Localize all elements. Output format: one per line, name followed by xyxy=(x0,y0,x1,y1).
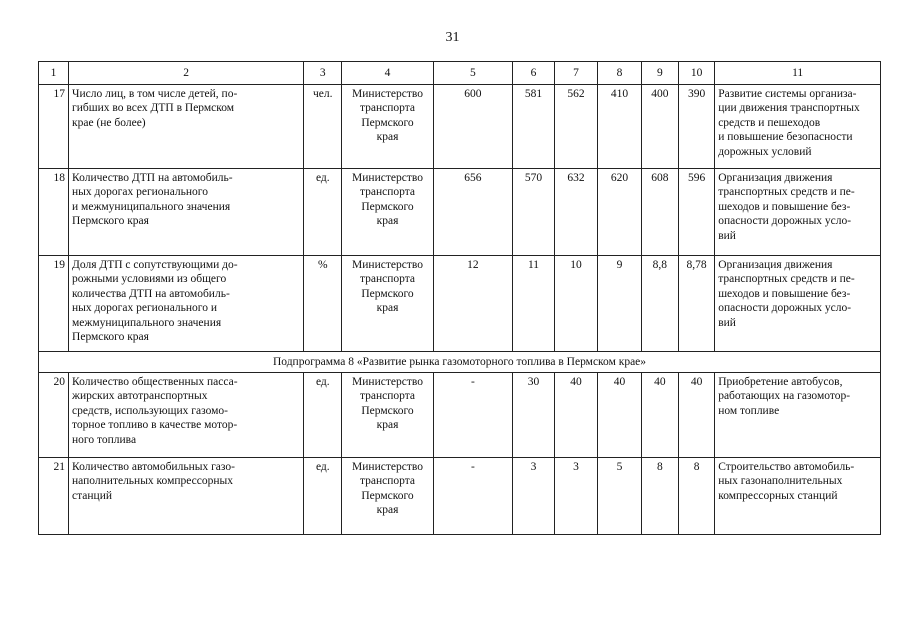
table-row xyxy=(39,256,881,352)
value-cell: 12 xyxy=(433,256,513,352)
unit: ед. xyxy=(304,373,342,458)
value-cell: 30 xyxy=(513,373,554,458)
table-row xyxy=(39,373,881,458)
responsible-body: Министерство транспорта Пермского края xyxy=(352,172,423,228)
responsible-body: Министерство транспорта Пермского края xyxy=(352,88,423,144)
value-cell: 608 xyxy=(641,169,678,256)
value-cell: 581 xyxy=(513,85,554,169)
row-number: 17 xyxy=(39,85,69,169)
value-cell: 40 xyxy=(678,373,714,458)
event-description: Организация движения транспортных средств и пе- шеходов и повышение без- опасности дорожных усло- вий xyxy=(718,172,855,242)
value-cell: - xyxy=(433,458,513,535)
row-number: 18 xyxy=(39,169,69,256)
row-number: 21 xyxy=(39,458,69,535)
column-number-row xyxy=(39,62,881,85)
indicator-name: Доля ДТП с сопутствующими до- рожными условиями из общего количества ДТП на автомобиль- ных дорогах регионального и межмуниципального значения Пермского края xyxy=(72,259,238,344)
value-cell: 3 xyxy=(513,458,554,535)
value-cell: 620 xyxy=(598,169,641,256)
event-description: Строительство автомобиль- ных газонаполнительных компрессорных станций xyxy=(718,461,855,502)
column-header: 7 xyxy=(554,62,597,85)
table-row xyxy=(39,85,881,169)
column-header: 6 xyxy=(513,62,554,85)
responsible-body: Министерство транспорта Пермского края xyxy=(352,259,423,315)
indicators-table xyxy=(38,61,881,535)
column-header: 2 xyxy=(69,62,304,85)
indicator-name: Количество ДТП на автомобиль- ных дорогах регионального и межмуниципального значения Пермского края xyxy=(72,172,233,228)
value-cell: 8,8 xyxy=(641,256,678,352)
value-cell: 400 xyxy=(641,85,678,169)
value-cell: 632 xyxy=(554,169,597,256)
page-number: 31 xyxy=(445,30,460,45)
value-cell: 40 xyxy=(554,373,597,458)
subprogram-title: Подпрограмма 8 «Развитие рынка газомоторного топлива в Пермском крае» xyxy=(39,352,881,373)
row-number: 19 xyxy=(39,256,69,352)
value-cell: 410 xyxy=(598,85,641,169)
subprogram-row xyxy=(39,352,881,373)
value-cell: 600 xyxy=(433,85,513,169)
indicator-name: Количество автомобильных газо- наполнительных компрессорных станций xyxy=(72,461,235,502)
value-cell: 9 xyxy=(598,256,641,352)
event-description: Развитие системы организа- ции движения транспортных средств и пешеходов и повышение безопасности дорожных условий xyxy=(718,88,860,158)
indicator-name: Количество общественных пасса- жирских автотранспортных средств, использующих газомо- торное топливо в качестве мотор- ного топлива xyxy=(72,376,238,446)
column-header: 5 xyxy=(433,62,513,85)
value-cell: 40 xyxy=(641,373,678,458)
value-cell: 3 xyxy=(554,458,597,535)
unit: % xyxy=(304,256,342,352)
value-cell: 390 xyxy=(678,85,714,169)
value-cell: 656 xyxy=(433,169,513,256)
column-header: 3 xyxy=(304,62,342,85)
table-row xyxy=(39,458,881,535)
value-cell: 596 xyxy=(678,169,714,256)
value-cell: 11 xyxy=(513,256,554,352)
unit: ед. xyxy=(304,458,342,535)
value-cell: 8,78 xyxy=(678,256,714,352)
responsible-body: Министерство транспорта Пермского края xyxy=(352,461,423,517)
table-row xyxy=(39,169,881,256)
column-header: 11 xyxy=(715,62,881,85)
column-header: 4 xyxy=(342,62,433,85)
value-cell: 5 xyxy=(598,458,641,535)
unit: чел. xyxy=(304,85,342,169)
responsible-body: Министерство транспорта Пермского края xyxy=(352,376,423,432)
value-cell: 570 xyxy=(513,169,554,256)
column-header: 10 xyxy=(678,62,714,85)
value-cell: 8 xyxy=(678,458,714,535)
row-number: 20 xyxy=(39,373,69,458)
column-header: 1 xyxy=(39,62,69,85)
event-description: Организация движения транспортных средств и пе- шеходов и повышение без- опасности дорожных усло- вий xyxy=(718,259,855,329)
value-cell: - xyxy=(433,373,513,458)
value-cell: 10 xyxy=(554,256,597,352)
unit: ед. xyxy=(304,169,342,256)
indicator-name: Число лиц, в том числе детей, по- гибших во всех ДТП в Пермском крае (не более) xyxy=(72,88,238,129)
column-header: 8 xyxy=(598,62,641,85)
value-cell: 40 xyxy=(598,373,641,458)
column-header: 9 xyxy=(641,62,678,85)
value-cell: 8 xyxy=(641,458,678,535)
event-description: Приобретение автобусов, работающих на газомотор- ном топливе xyxy=(718,376,851,417)
value-cell: 562 xyxy=(554,85,597,169)
